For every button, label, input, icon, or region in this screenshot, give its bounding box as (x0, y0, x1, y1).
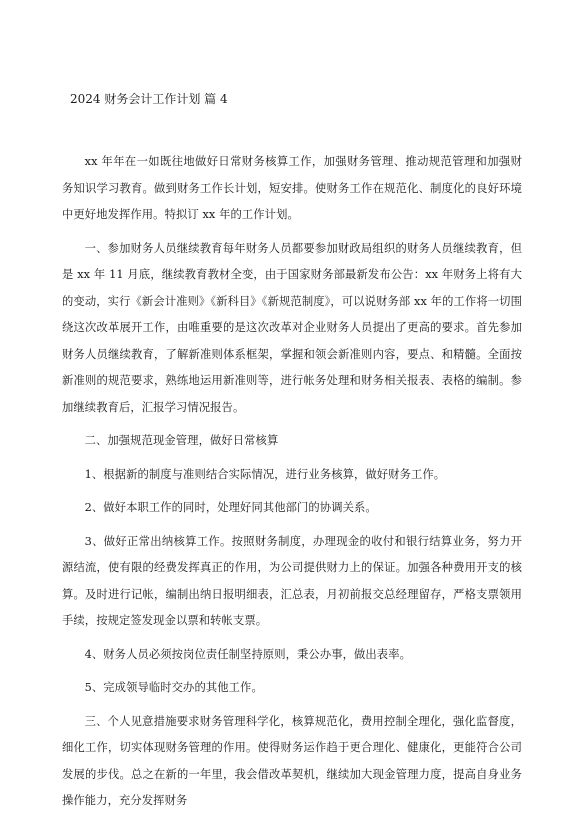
list-item-2: 2、做好本职工作的同时，处理好同其他部门的协调关系。 (84, 501, 377, 514)
document-body (62, 149, 522, 818)
section-heading-cash-management: 二、加强规范现金管理，做好日常核算 (84, 434, 279, 447)
list-item-4: 4、财务人员必须按岗位责任制坚持原则，秉公办事，做出表率。 (84, 647, 411, 661)
paragraph-personal-measures: 三、个人见意措施要求财务管理科学化，核算规范化，费用控制全理化，强化监督度，细化工作，切实体现财务管理的作用。使得财务运作趋于更合理化、健康化，更能符合公司发展的步伐。总之在新的一年里，我会借改革契机，继续加大现金管理力度，提高自身业务操作能力，充分发挥财务 (62, 714, 522, 807)
list-item-5: 5、完成领导临时交办的其他工作。 (84, 681, 263, 694)
list-item-3: 3、做好正常出纳核算工作。按照财务制度，办理现金的收付和银行结算业务，努力开源结流，使有限的经费发挥真正的作用，为公司提供财力上的保证。加强各种费用开支的核算。及时进行记帐，编制出纳日报明细表，汇总表，月初前报交总经理留存，严格支票领用手续，按规定签发现金以票和转帐支票。 (62, 534, 522, 627)
list-item-1: 1、根据新的制度与准则结合实际情况，进行业务核算，做好财务工作。 (84, 467, 446, 481)
document-title: 2024 财务会计工作计划 篇 4 (70, 92, 228, 106)
paragraph-intro: xx 年年在一如既往地做好日常财务核算工作，加强财务管理、推动规范管理和加强财务知识学习教育。做到财务工作长计划，短安排。使财务工作在规范化、制度化的良好环境中更好地发挥作用。特拟订 xx 年的工作计划。 (62, 155, 522, 221)
paragraph-continuing-education: 一、参加财务人员继续教育每年财务人员都要参加财政局组织的财务人员继续教育，但是 xx 年 11 月底，继续教育教材全变，由于国家财务部最新发布公告：xx 年财务上将有大的变动，实行《新会计准则》《新科目》《新规范制度》，可以说财务部 xx 年的工作将一切围绕这次改革展开工作，由唯重要的是这次改革对企业财务人员提出了更高的要求。首先参加财务人员继续教育，了解新准则体系框架，掌握和领会新准则内容，要点、和精髓。全面按新准则的规范要求，熟练地运用新准则等，进行帐务处理和财务相关报表、表格的编制。参加继续教育后，汇报学习情况报告。 (62, 241, 522, 414)
